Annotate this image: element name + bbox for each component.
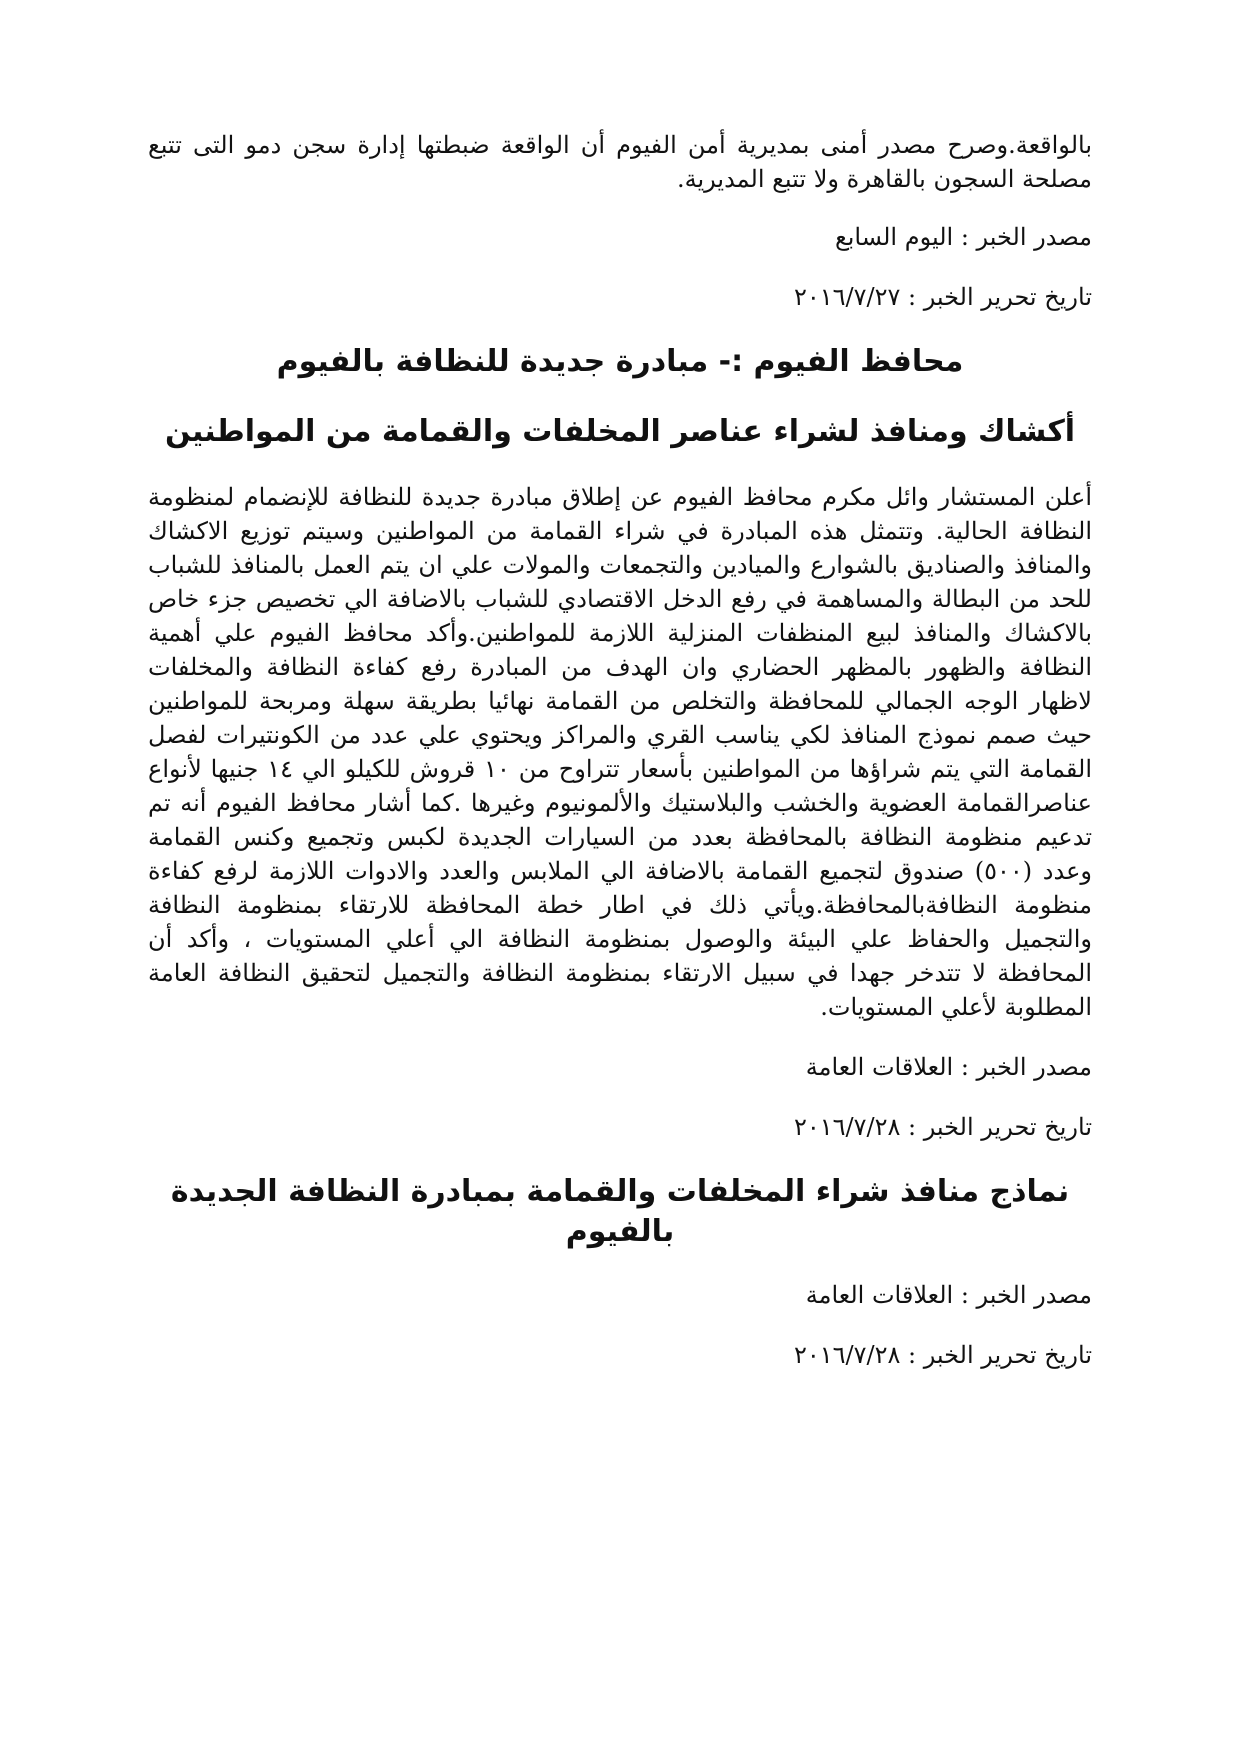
article3-date: تاريخ تحرير الخبر : ٢٠١٦/٧/٢٨ <box>793 1341 1092 1369</box>
article3-title: نماذج منافذ شراء المخلفات والقمامة بمبادرة النظافة الجديدة بالفيوم <box>170 1174 1070 1249</box>
article2-body: أعلن المستشار وائل مكرم محافظ الفيوم عن إطلاق مبادرة جديدة للنظافة للإنضمام لمنظومة النظافة الحالية. وتتمثل هذه المبادرة في شراء القمامة من المواطنين وسيتم توزيع الاكشاك والمنافذ والصناديق بالشوارع والميادين والتجمعات والمولات علي ان يتم العمل بالمنافذ للشباب للحد من البطالة والمساهمة في رفع الدخل الاقتصادي للشباب بالاضافة الي تخصيص جزء خاص بالاكشاك والمنافذ لبيع المنظفات المنزلية اللازمة للمواطنين.وأكد محافظ الفيوم علي أهمية النظافة والظهور بالمظهر الحضاري وان الهدف من المبادرة رفع كفاءة النظافة والمخلفات لاظهار الوجه الجمالي للمحافظة والتخلص من القمامة نهائيا بطريقة سهلة ومربحة للمواطنين حيث صمم نموذج المنافذ لكي يناسب القري والمراكز ويحتوي علي عدد من الكونتيرات لفصل القمامة التي يتم شراؤها من المواطنين بأسعار تتراوح من ١٠ قروش للكيلو الي ١٤ جنيها لأنواع عناصرالقمامة العضوية والخشب والبلاستيك والألمونيوم وغيرها .كما أشار محافظ الفيوم أنه تم تدعيم منظومة النظافة بالمحافظة بعدد من السيارات الجديدة لكبس وتجميع وكنس القمامة وعدد (٥٠٠) صندوق لتجميع القمامة بالاضافة الي الملابس والعدد والادوات اللازمة لرفع كفاءة منظومة النظافةبالمحافظة.ويأتي ذلك في اطار خطة المحافظة للارتقاء بمنظومة النظافة والتجميل والحفاظ علي البيئة والوصول بمنظومة النظافة الي أعلي المستويات ، وأكد أن المحافظة لا تتدخر جهدا في سبيل الارتقاء بمنظومة النظافة والتجميل لتحقيق النظافة العامة المطلوبة لأعلي المستويات. <box>148 483 1093 1021</box>
document-page <box>148 128 1092 1400</box>
article1-date: تاريخ تحرير الخبر : ٢٠١٦/٧/٢٧ <box>793 283 1092 311</box>
article2-date: تاريخ تحرير الخبر : ٢٠١٦/٧/٢٨ <box>793 1113 1092 1141</box>
article1-source: مصدر الخبر : اليوم السابع <box>834 223 1092 251</box>
article2-source: مصدر الخبر : العلاقات العامة <box>805 1053 1092 1081</box>
article2-subtitle: أكشاك ومنافذ لشراء عناصر المخلفات والقمامة من المواطنين <box>164 414 1076 449</box>
article3-source: مصدر الخبر : العلاقات العامة <box>805 1281 1092 1309</box>
article1-body: بالواقعة.وصرح مصدر أمنى بمديرية أمن الفيوم أن الواقعة ضبطتها إدارة سجن دمو التى تتبع مصلحة السجون بالقاهرة ولا تتبع المديرية. <box>148 131 1092 193</box>
article2-title: محافظ الفيوم :- مبادرة جديدة للنظافة بالفيوم <box>276 344 964 379</box>
